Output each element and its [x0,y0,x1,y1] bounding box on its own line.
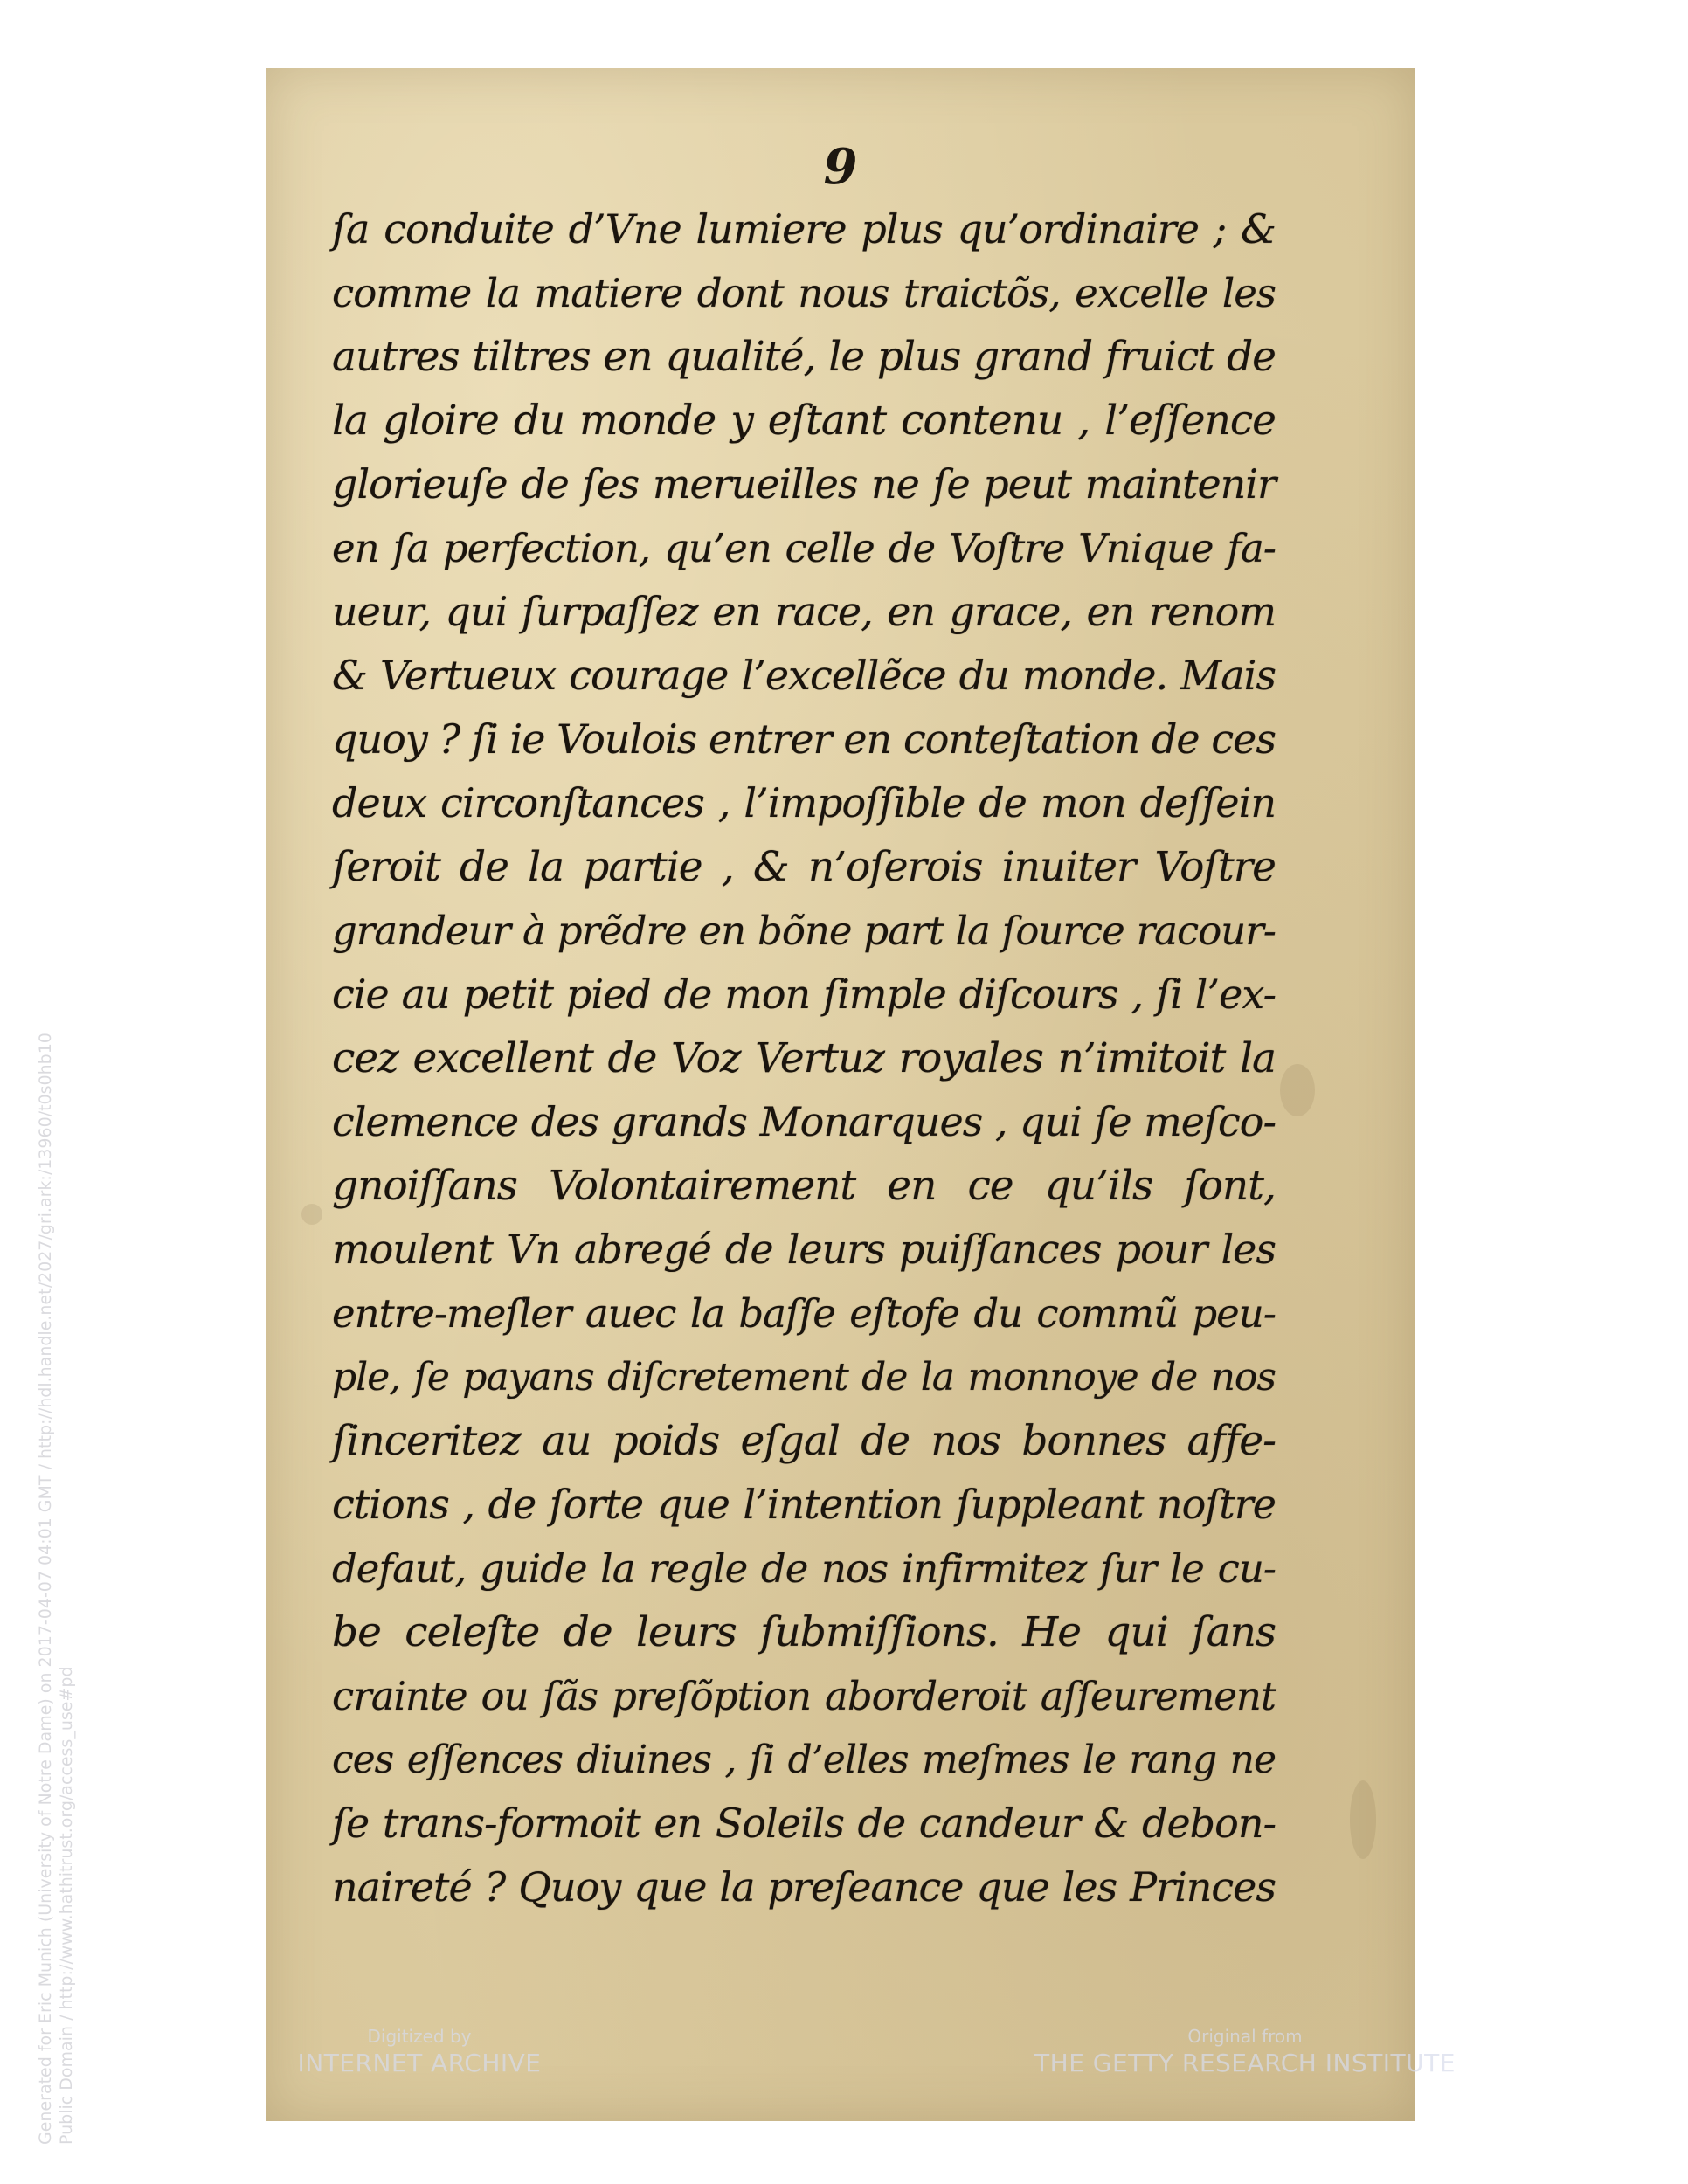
scanned-page [266,68,1415,2121]
text-line: crainte ou ſãs preſõption aborderoit aſſeurement [332,1673,1276,1719]
digitized-by-caption: Digitized by [367,2026,472,2047]
text-line: naireté ? Quoy que la preſeance que les Princes [332,1863,1276,1911]
text-line: gnoiſſans Volontairement en ce qu’ils ſont, [332,1162,1276,1210]
original-from-credit [1018,2025,1472,2079]
text-line: la gloire du monde y eſtant contenu , l’eſſence [332,397,1276,445]
text-line: ſinceritez au poids eſgal de nos bonnes affe- [332,1417,1276,1465]
text-line: deux circonſtances , l’impoſſible de mon deſſein [332,779,1276,826]
digitized-by-credit [262,2025,577,2079]
text-line: defaut, guide la regle de nos infirmitez ſur le cu- [332,1545,1276,1592]
text-line: ueur, qui ſurpaſſez en race, en grace, en renom [332,588,1276,635]
text-line: glorieuſe de ſes merueilles ne ſe peut maintenir [332,460,1276,508]
paper-stain [1350,1780,1376,1859]
source-institution: THE GETTY RESEARCH INSTITUTE [1034,2049,1456,2077]
digitizer-name: INTERNET ARCHIVE [297,2049,542,2077]
paper-stain [301,1204,322,1225]
text-line: cie au petit pied de mon ſimple diſcours , ſi l’ex- [332,971,1276,1018]
access-watermark [35,1033,77,2145]
text-line: cez excellent de Voz Vertuz royales n’imitoit la [332,1034,1276,1082]
original-from-caption: Original from [1187,2026,1303,2047]
page-number: 9 [823,138,858,196]
paper-stain [1280,1064,1315,1116]
text-line: entre-meſler auec la baſſe eſtofe du commũ peu- [332,1290,1276,1337]
text-line: & Vertueux courage l’excellẽce du monde. Mais [332,652,1276,699]
text-line: be celeſte de leurs ſubmiſſions. He qui ſans [332,1608,1276,1656]
text-line: ple, ſe payans diſcretement de la monnoye de nos [332,1355,1276,1400]
text-line: clemence des grands Monarques , qui ſe meſco- [332,1098,1276,1145]
text-line: ces eſſences diuines , ſi d’elles meſmes le rang ne [332,1738,1276,1782]
body-text [332,197,1276,1919]
text-line: en ſa perfection, qu’en celle de Voſtre Vnique fa- [332,525,1276,571]
text-line: autres tiltres en qualité, le plus grand fruict de [332,333,1276,381]
text-line: comme la matiere dont nous traictõs, excelle les [332,270,1276,316]
text-line: ſe trans-formoit en Soleils de candeur & debon- [332,1800,1276,1847]
text-line: grandeur à prẽdre en bõne part la ſource racour- [332,908,1276,954]
text-line: ſa conduite d’Vne lumiere plus qu’ordinaire ; & [332,205,1276,252]
text-line: quoy ? ſi ie Voulois entrer en conteſtation de ces [332,715,1276,763]
text-line: ctions , de ſorte que l’intention ſuppleant noſtre [332,1481,1276,1528]
text-line: moulent Vn abregé de leurs puiſſances pour les [332,1226,1276,1273]
watermark-line: Generated for Eric Munich (University of Notre Dame) on 2017-04-07 04:01 GMT / http://hdl.handle.net/2027/gri.ark:/13960/t0s0hb10 [36,1033,55,2145]
watermark-line: Public Domain / http://www.hathitrust.org/access_use#pd [57,1666,76,2145]
text-line: ſeroit de la partie , & n’oſerois inuiter Voſtre [332,843,1276,891]
